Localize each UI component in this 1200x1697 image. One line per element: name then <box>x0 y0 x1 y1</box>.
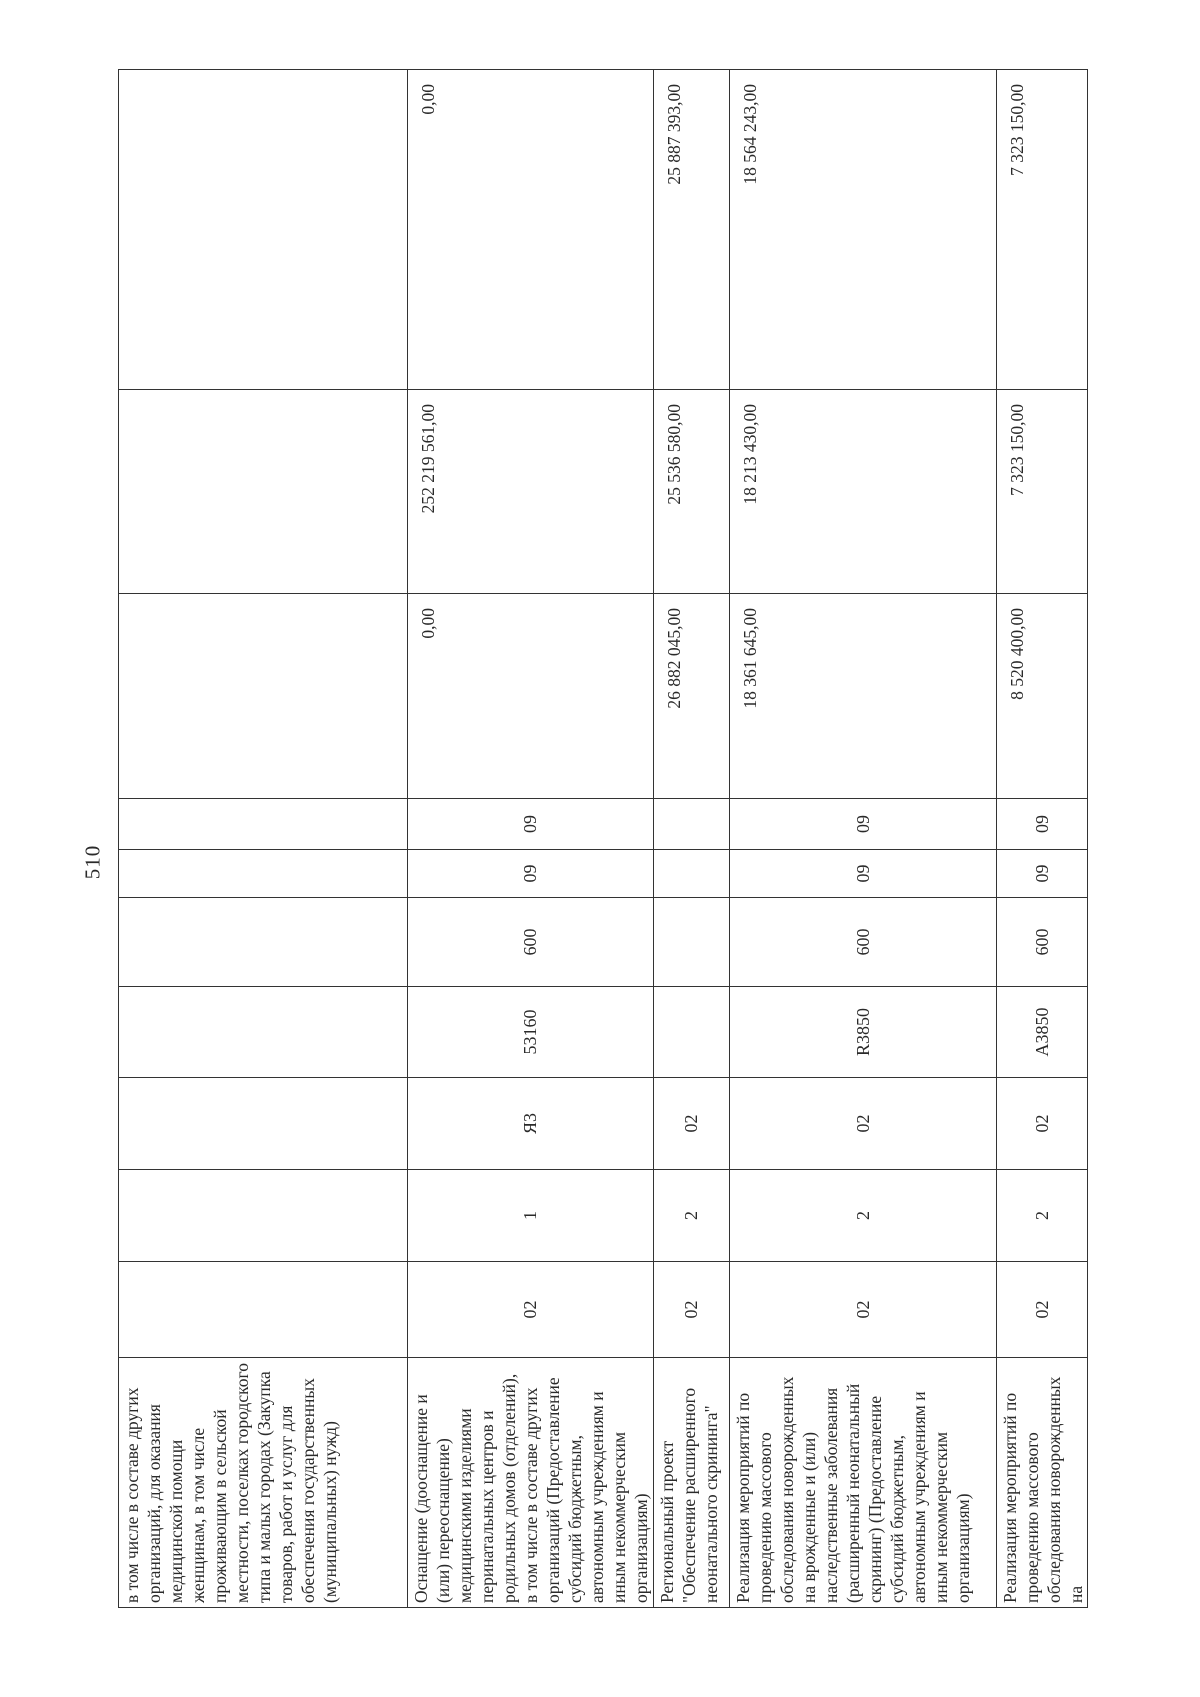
direction-code: Я3 <box>408 1078 654 1170</box>
table-row <box>408 70 654 1608</box>
section-code: 09 <box>730 850 997 898</box>
expense-code: 53160 <box>408 987 654 1078</box>
amount-year-3: 7 323 150,00 <box>997 70 1088 390</box>
amount-year-1: 18 361 645,00 <box>730 594 997 799</box>
direction-code: 02 <box>654 1078 730 1170</box>
amount-year-1 <box>119 594 408 799</box>
row-description: Реализация мероприятий по проведению массового обследования новорожденных на врожденные и (или) наследственные заболевания (расширенный неонатальный скрининг) (Предоставление субсидий бюджетным, автономным учреждениям и иным некоммерческим организациям) <box>730 1358 997 1608</box>
amount-year-1: 8 520 400,00 <box>997 594 1088 799</box>
subsection-code: 09 <box>730 799 997 850</box>
amount-year-1: 0,00 <box>408 594 654 799</box>
row-description: в том числе в составе других организаций, для оказания медицинской помощи женщинам, в том числе проживающим в сельской местности, поселках городского типа и малых городах (Закупка товаров, работ и услуг для обеспечения государственных (муниципальных) нужд) <box>119 1358 408 1608</box>
amount-year-2: 7 323 150,00 <box>997 390 1088 594</box>
amount-year-2: 252 219 561,00 <box>408 390 654 594</box>
expense-code <box>119 987 408 1078</box>
expense-type-code: 600 <box>408 898 654 987</box>
subprogram-code: 1 <box>408 1170 654 1262</box>
table-row <box>730 70 997 1608</box>
expense-type-code <box>119 898 408 987</box>
section-code <box>119 850 408 898</box>
expense-code <box>654 987 730 1078</box>
direction-code: 02 <box>730 1078 997 1170</box>
row-description: Региональный проект "Обеспечение расширенного неонатального скрининга" <box>654 1358 730 1608</box>
program-code <box>119 1262 408 1358</box>
subsection-code: 09 <box>408 799 654 850</box>
row-description: Оснащение (дооснащение и (или) переоснащение) медицинскими изделиями перинатальных центров и родильных домов (отделений), в том числе в составе других организаций (Предоставление субсидий бюджетным, автономным учреждениям и иным некоммерческим организациям) <box>408 1358 654 1608</box>
expense-code: R3850 <box>730 987 997 1078</box>
subprogram-code: 2 <box>654 1170 730 1262</box>
program-code: 02 <box>408 1262 654 1358</box>
program-code: 02 <box>730 1262 997 1358</box>
program-code: 02 <box>654 1262 730 1358</box>
expense-type-code: 600 <box>730 898 997 987</box>
section-code: 09 <box>408 850 654 898</box>
table-row <box>654 70 730 1608</box>
subprogram-code: 2 <box>997 1170 1088 1262</box>
subsection-code: 09 <box>997 799 1088 850</box>
amount-year-1: 26 882 045,00 <box>654 594 730 799</box>
table-row <box>119 70 408 1608</box>
row-description: Реализация мероприятий по проведению массового обследования новорожденных на <box>997 1358 1088 1608</box>
amount-year-2: 18 213 430,00 <box>730 390 997 594</box>
expense-type-code: 600 <box>997 898 1088 987</box>
page-number: 510 <box>80 844 105 880</box>
subsection-code <box>654 799 730 850</box>
rotated-table-container <box>118 70 1086 1608</box>
table-row <box>997 70 1088 1608</box>
section-code <box>654 850 730 898</box>
amount-year-3 <box>119 70 408 390</box>
amount-year-2: 25 536 580,00 <box>654 390 730 594</box>
program-code: 02 <box>997 1262 1088 1358</box>
subprogram-code: 2 <box>730 1170 997 1262</box>
budget-table <box>118 69 1088 1608</box>
expense-code: А3850 <box>997 987 1088 1078</box>
subprogram-code <box>119 1170 408 1262</box>
subsection-code <box>119 799 408 850</box>
direction-code: 02 <box>997 1078 1088 1170</box>
amount-year-3: 0,00 <box>408 70 654 390</box>
amount-year-3: 25 887 393,00 <box>654 70 730 390</box>
amount-year-2 <box>119 390 408 594</box>
amount-year-3: 18 564 243,00 <box>730 70 997 390</box>
direction-code <box>119 1078 408 1170</box>
expense-type-code <box>654 898 730 987</box>
section-code: 09 <box>997 850 1088 898</box>
